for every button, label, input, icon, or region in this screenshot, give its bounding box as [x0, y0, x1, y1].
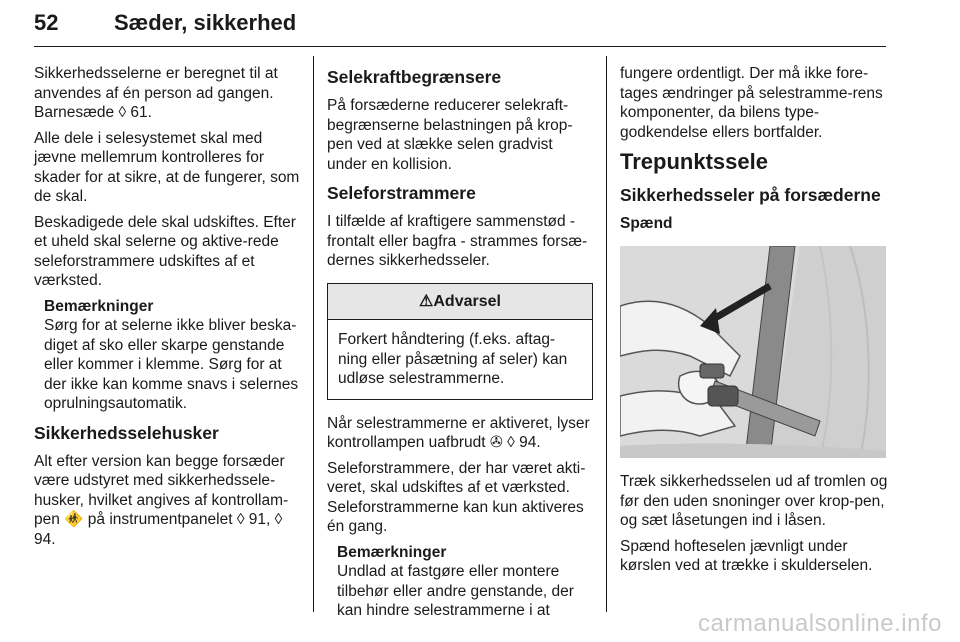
warning-text: Forkert håndtering (f.eks. aftag-ning eller påsætning af seler) kan udløse selestrammerne.: [338, 331, 568, 387]
column-right: [620, 64, 888, 582]
paragraph: Træk sikkerhedsselen ud af tromlen og før den uden snoninger over krop-pen, og sæt låsetungen ind i låsen.: [620, 473, 888, 529]
paragraph: Sikkerhedsselerne er beregnet til at anvendes af én person ad gangen. Barnesæde ◊ 61.: [34, 65, 278, 121]
paragraph: fungere ordentligt. Der må ikke fore-tages ændringer på selestramme-rens komponenter, da bilens type-godkendelse ellers bortfalder.: [620, 65, 883, 141]
note-title: Bemærkninger: [337, 543, 447, 561]
seatbelt-illustration: [620, 246, 886, 458]
warning-title: ⚠Advarsel: [328, 284, 592, 321]
watermark: carmanualsonline.info: [698, 610, 942, 637]
column-divider: [606, 56, 607, 612]
section-heading: Trepunktssele: [620, 149, 768, 174]
page-title: Sæder, sikkerhed: [114, 10, 297, 35]
section-subheading: Sikkerhedsseler på forsæderne: [620, 185, 881, 205]
note-block: [327, 543, 593, 621]
page-number: 52: [34, 10, 59, 35]
section-heading: Sikkerhedsselehusker: [34, 422, 219, 443]
note-text: Undlad at fastgøre eller montere tilbehør eller andre genstande, der kan hindre selestrammerne i at: [337, 563, 574, 619]
paragraph: Beskadigede dele skal udskiftes. Efter et uheld skal selerne og aktive-rede seleforstrammere udskiftes af et værksted.: [34, 213, 296, 289]
column-left: [34, 64, 302, 555]
seatbelt-drawing: [620, 246, 886, 458]
column-divider: [313, 56, 314, 612]
paragraph: Seleforstrammere, der har været akti-veret, skal udskiftes af et værksted. Seleforstrammerne kan kun aktiveres én gang.: [327, 459, 586, 535]
page-header: [34, 6, 886, 47]
column-middle: [327, 64, 593, 629]
paragraph: Alt efter version kan begge forsæder være udstyret med sikkerhedssele-husker, hvilket angives af kontrollam-pen 🚸 på instrumentpanelet ◊ 91, ◊ 94.: [34, 452, 289, 548]
step-heading: Spænd: [620, 215, 673, 232]
paragraph: På forsæderne reducerer selekraft-begrænserne belastningen på krop-pen ved at slække selen gradvist under en kollision.: [327, 97, 573, 173]
paragraph: Alle dele i selesystemet skal med jævne mellemrum kontrolleres for skader for at sikre, at de fungerer, som de skal.: [34, 129, 300, 205]
note-title: Bemærkninger: [44, 297, 154, 315]
section-heading: Seleforstrammere: [327, 183, 476, 203]
section-heading: Selekraftbegrænsere: [327, 67, 502, 87]
paragraph: I tilfælde af kraftigere sammenstød - frontalt eller bagfra - strammes forsæ-dernes sikkerhedsseler.: [327, 213, 588, 269]
note-block: [34, 297, 302, 414]
paragraph: Når selestrammerne er aktiveret, lyser kontrollampen uafbrudt ✇ ◊ 94.: [327, 414, 590, 451]
paragraph: Spænd hofteselen jævnligt under kørslen ved at trække i skulderselen.: [620, 537, 873, 574]
warning-box: [327, 283, 593, 400]
note-text: Sørg for at selerne ikke bliver beska-diget af sko eller skarpe genstande eller kommer i klemme. Sørg for at der ikke kan komme snavs i selernes oprulningsautomatik.: [44, 317, 299, 412]
